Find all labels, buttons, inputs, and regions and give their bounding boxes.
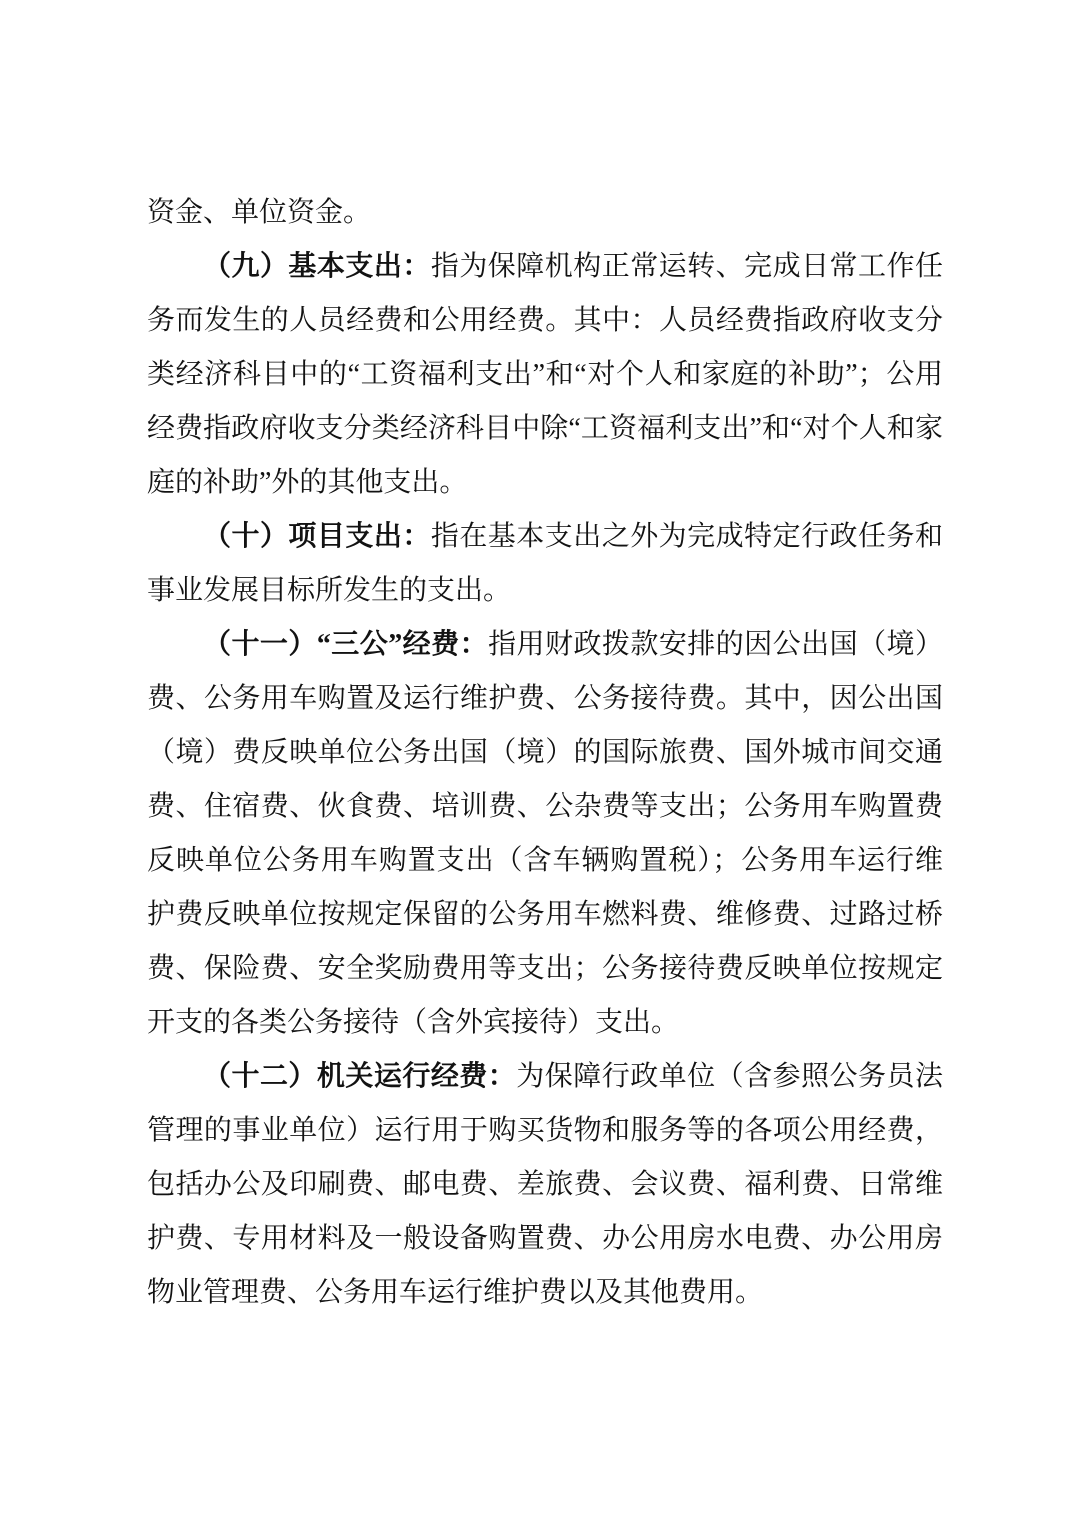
- paragraph-text: 为保障行政单位（含参照公务员法管理的事业单位）运行用于购买货物和服务等的各项公用经费，包括办公及印刷费、邮电费、差旅费、会议费、福利费、日常维护费、专用材料及一般设备购置费、办公用房水电费、办公用房物业管理费、公务用车运行维护费以及其他费用。: [147, 1061, 943, 1308]
- paragraph-text: 指为保障机构正常运转、完成日常工作任务而发生的人员经费和公用经费。其中：人员经费指政府收支分类经济科目中的“工资福利支出”和“对个人和家庭的补助”；公用经费指政府收支分类经济科目中除“工资福利支出”和“对个人和家庭的补助”外的其他支出。: [147, 251, 943, 498]
- paragraph-project-expenditure: [147, 510, 943, 618]
- paragraph-basic-expenditure: [147, 240, 943, 510]
- paragraph-lead: （十一）“三公”经费：: [203, 629, 489, 660]
- paragraph-lead: （十）项目支出：: [203, 521, 431, 552]
- paragraph-text: 指用财政拨款安排的因公出国（境）费、公务用车购置及运行维护费、公务接待费。其中，因公出国（境）费反映单位公务出国（境）的国际旅费、国外城市间交通费、住宿费、伙食费、培训费、公杂费等支出；公务用车购置费反映单位公务用车购置支出（含车辆购置税）；公务用车运行维护费反映单位按规定保留的公务用车燃料费、维修费、过路过桥费、保险费、安全奖励费用等支出；公务接待费反映单位按规定开支的各类公务接待（含外宾接待）支出。: [147, 629, 943, 1038]
- paragraph-lead: （十二）机关运行经费：: [203, 1061, 517, 1092]
- paragraph-text: 指在基本支出之外为完成特定行政任务和事业发展目标所发生的支出。: [147, 521, 943, 606]
- paragraph-lead: （九）基本支出：: [203, 251, 431, 282]
- paragraph-three-public-funds: [147, 618, 943, 1050]
- paragraph-agency-operating-funds: [147, 1050, 943, 1320]
- document-body: [147, 186, 943, 1320]
- paragraph-text: 资金、单位资金。: [147, 197, 372, 228]
- paragraph-continuation: [147, 186, 943, 240]
